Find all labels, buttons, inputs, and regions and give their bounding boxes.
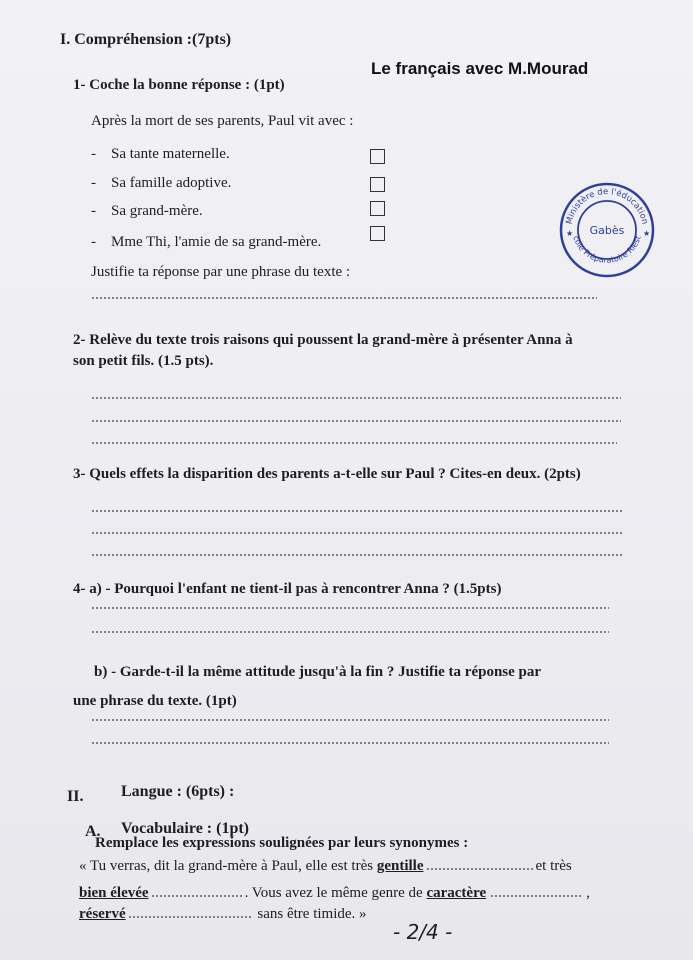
quote-line-3: [79, 906, 367, 923]
answer-line[interactable]: [91, 532, 623, 534]
answer-line[interactable]: [91, 631, 609, 633]
question-2-line1: 2- Relève du texte trois raisons qui poussent la grand-mère à présenter Anna à: [73, 332, 573, 348]
answer-line[interactable]: [91, 554, 623, 556]
question-1-prompt: Après la mort de ses parents, Paul vit avec :: [91, 113, 354, 129]
answer-line[interactable]: [91, 420, 621, 422]
answer-line[interactable]: [91, 607, 609, 609]
subsection-title-vocabulaire: Vocabulaire : (1pt): [121, 820, 249, 837]
underlined-word-gentille: gentille: [376, 858, 424, 874]
section-title-langue: Langue : (6pts) :: [121, 783, 235, 800]
question-2-line2: son petit fils. (1.5 pts).: [73, 353, 214, 369]
school-stamp: [557, 180, 657, 280]
option-2-checkbox[interactable]: [370, 177, 385, 192]
blank-3[interactable]: [490, 895, 582, 897]
option-3: - Sa grand-mère.: [91, 203, 203, 219]
answer-line[interactable]: [91, 297, 597, 299]
question-3: 3- Quels effets la disparition des parents a-t-elle sur Paul ? Cites-en deux. (2pts): [73, 466, 581, 482]
stamp-center-text: Gabès: [589, 224, 625, 237]
question-4a: 4- a) - Pourquoi l'enfant ne tient-il pas à rencontrer Anna ? (1.5pts): [73, 581, 502, 597]
quote-line-1: [79, 858, 572, 875]
stamp-seal-icon: [557, 180, 657, 280]
vocabulary-instruction: Remplace les expressions soulignées par leurs synonymes :: [95, 835, 469, 851]
underlined-word-reserve: réservé: [79, 906, 126, 922]
underlined-word-bien-elevee: bien élevée: [79, 885, 149, 901]
stamp-star-icon: ★: [643, 229, 651, 238]
option-4: - Mme Thi, l'amie de sa grand-mère.: [91, 234, 322, 250]
option-1-checkbox[interactable]: [370, 149, 385, 164]
option-2: - Sa famille adoptive.: [91, 175, 232, 191]
section-2-number: II.: [67, 788, 84, 805]
blank-2[interactable]: [151, 895, 243, 897]
stamp-outer-text: Ministère de l'éducation: [564, 186, 650, 226]
answer-line[interactable]: [91, 719, 609, 721]
stamp-star-icon: ★: [566, 229, 574, 238]
underlined-word-caractere: caractère: [426, 885, 487, 901]
option-3-checkbox[interactable]: [370, 201, 385, 216]
section-title-comprehension: I. Compréhension :(7pts): [60, 31, 232, 48]
option-1: - Sa tante maternelle.: [91, 146, 230, 162]
option-4-label: Mme Thi, l'amie de sa grand-mère.: [111, 234, 322, 250]
quote-text: « Tu verras, dit la grand-mère à Paul, elle est très: [79, 858, 377, 874]
option-4-checkbox[interactable]: [370, 226, 385, 241]
blank-4[interactable]: [128, 916, 252, 918]
stamp-bottom-text: cole Préparatoire Riest: [571, 234, 643, 265]
answer-line[interactable]: [91, 397, 621, 399]
subsection-letter: A.: [85, 823, 101, 840]
quote-text: sans être timide. »: [253, 906, 367, 922]
option-2-label: Sa famille adoptive.: [111, 175, 232, 191]
question-4b-line1: b) - Garde-t-il la même attitude jusqu'à la fin ? Justifie ta réponse par: [94, 664, 542, 680]
justify-instruction: Justifie ta réponse par une phrase du texte :: [91, 264, 351, 280]
brand-watermark: Le français avec M.Mourad: [371, 59, 589, 78]
option-3-label: Sa grand-mère.: [111, 203, 203, 219]
answer-line[interactable]: [91, 510, 623, 512]
quote-text: . Vous avez le même genre de: [244, 885, 427, 901]
question-4b-line2: une phrase du texte. (1pt): [73, 693, 237, 709]
page-number: - 2/4 -: [393, 920, 453, 944]
question-1-title: 1- Coche la bonne réponse : (1pt): [73, 77, 285, 93]
option-1-label: Sa tante maternelle.: [111, 146, 230, 162]
quote-line-2: [79, 885, 590, 902]
blank-1[interactable]: [426, 868, 534, 870]
quote-text: et très: [535, 858, 572, 874]
answer-line[interactable]: [91, 742, 609, 744]
quote-text: ,: [586, 885, 590, 901]
answer-line[interactable]: [91, 442, 617, 444]
